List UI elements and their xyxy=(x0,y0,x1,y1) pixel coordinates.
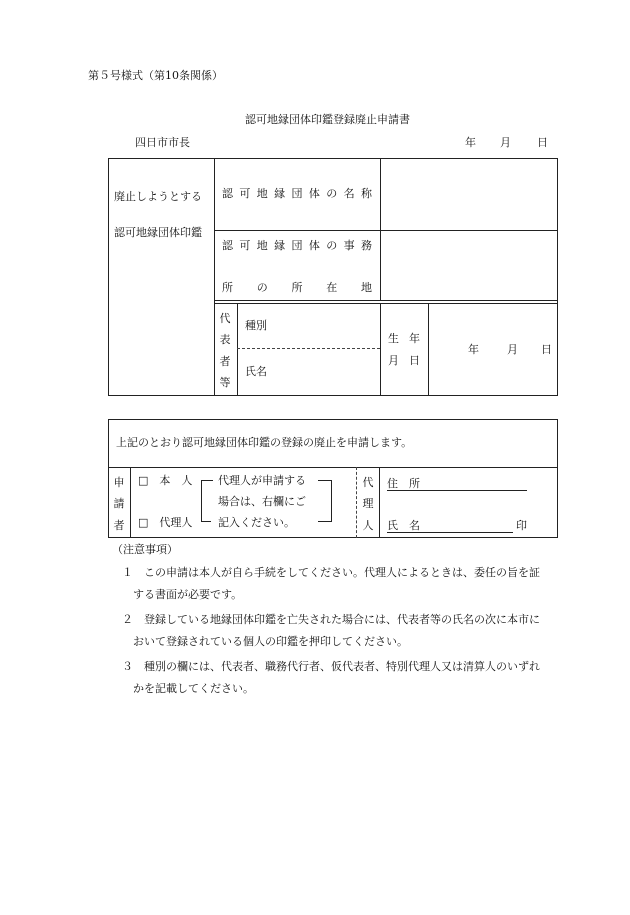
left-bracket xyxy=(201,480,211,522)
note-2-text: 登録している地縁団体印鑑を亡失された場合には、代表者等の氏名の次に本市に xyxy=(144,613,540,626)
agent-name-label: 氏 名 xyxy=(387,519,420,532)
office-address-label-1: 認 可 地 縁 団 体 の 事 務 xyxy=(222,239,372,252)
agent-note-3: 記入ください。 xyxy=(218,516,295,529)
group-name-label: 認 可 地 縁 団 体 の 名 称 xyxy=(222,187,372,200)
birth-label-2: 月 日 xyxy=(388,354,420,367)
representative-label: 代表者等 xyxy=(219,312,231,390)
agent-address-label: 住 所 xyxy=(387,477,420,490)
office-address-label-2: 所 の 所 在 地 xyxy=(222,281,372,294)
note-2-number: ２ xyxy=(122,613,133,626)
birth-month-label: 月 xyxy=(507,343,518,356)
note-3-line-2: かを記載してください。 xyxy=(133,682,254,695)
type-label: 種別 xyxy=(245,319,267,332)
agent-note-2: 場合は、右欄にご xyxy=(218,495,306,508)
agent-name-line[interactable] xyxy=(387,532,513,533)
note-3-line-1 xyxy=(122,656,540,678)
note-1-line-2: する書面が必要です。 xyxy=(133,588,243,601)
note-3-number: ３ xyxy=(122,660,133,673)
note-1-text: この申請は本人が自ら手続をしてください。代理人によるときは、委任の旨を証 xyxy=(144,566,540,579)
note-1-line-1 xyxy=(122,562,540,584)
page-title: 認可地縁団体印鑑登録廃止申請書 xyxy=(245,113,410,126)
agent-note-1: 代理人が申請する xyxy=(218,474,306,487)
note-2-line-1 xyxy=(122,609,540,631)
note-2-line-2: おいて登録されている個人の印鑑を押印してください。 xyxy=(133,635,408,648)
person-name-label: 氏名 xyxy=(245,365,267,378)
date-month-label: 月 xyxy=(500,136,511,149)
target-seal-label-1: 廃止しようとする xyxy=(114,190,202,203)
birth-year-label: 年 xyxy=(468,343,479,356)
notes-heading: （注意事項） xyxy=(112,543,178,556)
self-checkbox-option[interactable]: □ 本 人 xyxy=(138,474,193,487)
target-seal-label-2: 認可地縁団体印鑑 xyxy=(114,226,202,239)
date-year-label: 年 xyxy=(465,136,476,149)
seal-mark: 印 xyxy=(516,519,527,532)
agent-label: 代理人 xyxy=(362,476,374,532)
addressee: 四日市市長 xyxy=(135,136,190,149)
birth-day-label: 日 xyxy=(541,343,552,356)
agent-address-line[interactable] xyxy=(387,490,527,491)
date-day-label: 日 xyxy=(537,136,548,149)
birth-label-1: 生 年 xyxy=(388,332,420,345)
right-bracket xyxy=(318,480,332,522)
form-number: 第５号様式（第10条関係） xyxy=(88,69,223,82)
agent-checkbox-option[interactable]: □ 代理人 xyxy=(138,516,193,529)
applicant-label: 申請者 xyxy=(113,476,125,532)
note-1-number: １ xyxy=(122,566,133,579)
application-statement: 上記のとおり認可地縁団体印鑑の登録の廃止を申請します。 xyxy=(116,436,413,449)
note-3-text: 種別の欄には、代表者、職務代行者、仮代表者、特別代理人又は清算人のいずれ xyxy=(144,660,540,673)
